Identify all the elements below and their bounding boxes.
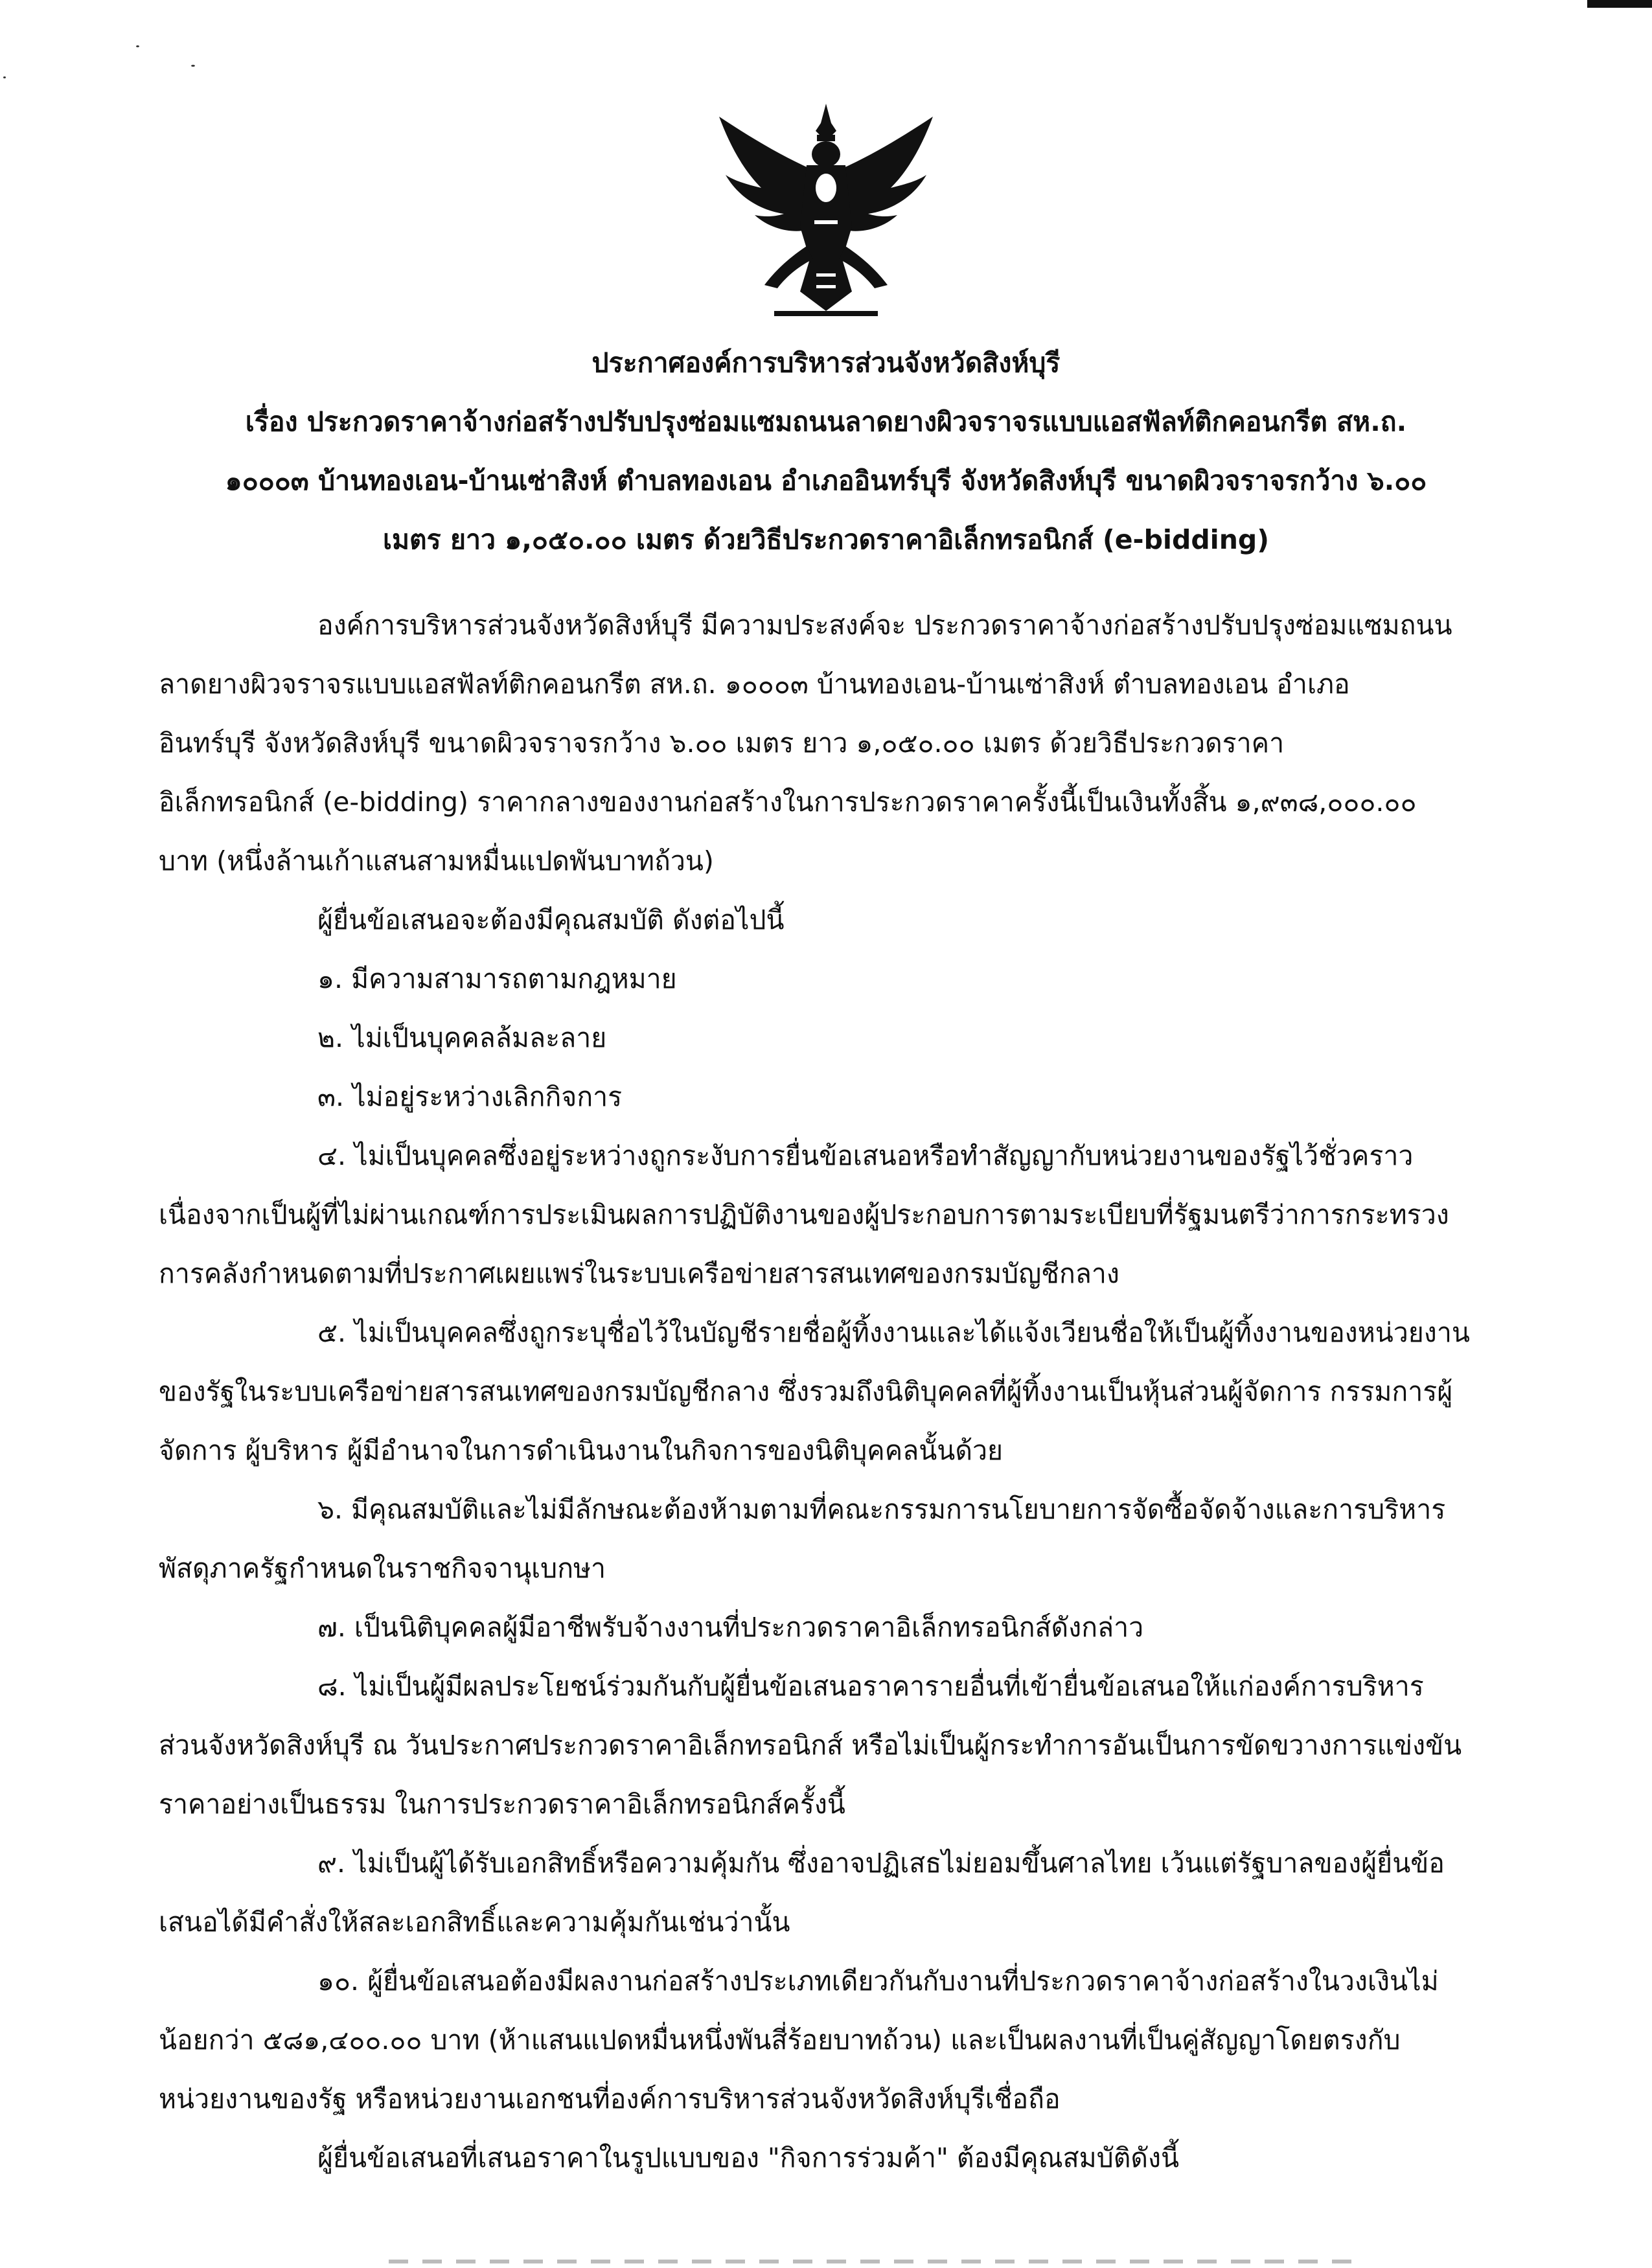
scan-bottom-artifact (389, 2260, 1360, 2263)
body-line: เสนอได้มีคำสั่งให้สละเอกสิทธิ์และความคุ้มกันเช่นว่านั้น (159, 1907, 790, 1938)
title-line: เรื่อง ประกวดราคาจ้างก่อสร้างปรับปรุงซ่อมแซมถนนลาดยางผิวจราจรแบบแอสฟัลท์ติกคอนกรีต สห.ถ. (245, 406, 1407, 437)
scan-speck (191, 65, 195, 67)
announcement-title (97, 334, 1555, 569)
body-line: ๗. เป็นนิติบุคคลผู้มีอาชีพรับจ้างงานที่ประกวดราคาอิเล็กทรอนิกส์ดังกล่าว (317, 1612, 1144, 1643)
body-line: จัดการ ผู้บริหาร ผู้มีอำนาจในการดำเนินงานในกิจการของนิติบุคคลนั้นด้วย (159, 1435, 1004, 1466)
title-line: ประกาศองค์การบริหารส่วนจังหวัดสิงห์บุรี (591, 347, 1061, 378)
body-line: ๖. มีคุณสมบัติและไม่มีลักษณะต้องห้ามตามที่คณะกรรมการนโยบายการจัดซื้อจัดจ้างและการบริหาร (317, 1494, 1446, 1525)
body-line: ๑. มีความสามารถตามกฎหมาย (317, 963, 677, 994)
scan-speck (3, 76, 6, 78)
title-line: เมตร ยาว ๑,๐๕๐.๐๐ เมตร ด้วยวิธีประกวดราคาอิเล็กทรอนิกส์ (e-bidding) (383, 524, 1269, 555)
body-line: หน่วยงานของรัฐ หรือหน่วยงานเอกชนที่องค์การบริหารส่วนจังหวัดสิงห์บุรีเชื่อถือ (159, 2083, 1061, 2114)
body-line: ๙. ไม่เป็นผู้ได้รับเอกสิทธิ์หรือความคุ้มกัน ซึ่งอาจปฏิเสธไม่ยอมขึ้นศาลไทย เว้นแต่รัฐบาลของผู้ยื่นข้อ (317, 1848, 1445, 1879)
body-line: ๑๐. ผู้ยื่นข้อเสนอต้องมีผลงานก่อสร้างประเภทเดียวกันกับงานที่ประกวดราคาจ้างก่อสร้างในวงเงินไม่ (317, 1965, 1439, 1997)
body-line: ส่วนจังหวัดสิงห์บุรี ณ วันประกาศประกวดราคาอิเล็กทรอนิกส์ หรือไม่เป็นผู้กระทำการอันเป็นการขัดขวางการแข่งขัน (159, 1730, 1462, 1761)
body-line: อิเล็กทรอนิกส์ (e-bidding) ราคากลางของงานก่อสร้างในการประกวดราคาครั้งนี้เป็นเงินทั้งสิ้น ๑,๙๓๘,๐๐๐.๐๐ (159, 786, 1417, 818)
body-line: เนื่องจากเป็นผู้ที่ไม่ผ่านเกณฑ์การประเมินผลการปฏิบัติงานของผู้ประกอบการตามระเบียบที่รัฐมนตรีว่าการกระทรวง (159, 1199, 1449, 1230)
body-line: องค์การบริหารส่วนจังหวัดสิงห์บุรี มีความประสงค์จะ ประกวดราคาจ้างก่อสร้างปรับปรุงซ่อมแซมถนน (317, 610, 1452, 641)
title-line: ๑๐๐๐๓ บ้านทองเอน-บ้านเซ่าสิงห์ ตำบลทองเอน อำเภออินทร์บุรี จังหวัดสิงห์บุรี ขนาดผิวจราจรกว้าง ๖.๐๐ (225, 465, 1427, 496)
announcement-body (159, 596, 1513, 2188)
body-line: น้อยกว่า ๕๘๑,๔๐๐.๐๐ บาท (ห้าแสนแปดหมื่นหนึ่งพันสี่ร้อยบาทถ้วน) และเป็นผลงานที่เป็นคู่สัญญาโดยตรงกับ (159, 2024, 1401, 2056)
body-line: ๕. ไม่เป็นบุคคลซึ่งถูกระบุชื่อไว้ในบัญชีรายชื่อผู้ทิ้งงานและได้แจ้งเวียนชื่อให้เป็นผู้ทิ้งงานของหน่วยงาน (317, 1317, 1470, 1348)
body-line: พัสดุภาครัฐกำหนดในราชกิจจานุเบกษา (159, 1553, 606, 1584)
body-line: ของรัฐในระบบเครือข่ายสารสนเทศของกรมบัญชีกลาง ซึ่งรวมถึงนิติบุคคลที่ผู้ทิ้งงานเป็นหุ้นส่วนผู้จัดการ กรรมการผู้ (159, 1376, 1453, 1407)
body-line: อินทร์บุรี จังหวัดสิงห์บุรี ขนาดผิวจราจรกว้าง ๖.๐๐ เมตร ยาว ๑,๐๕๐.๐๐ เมตร ด้วยวิธีประกวดราคา (159, 727, 1285, 759)
body-line: ๘. ไม่เป็นผู้มีผลประโยชน์ร่วมกันกับผู้ยื่นข้อเสนอราคารายอื่นที่เข้ายื่นข้อเสนอให้แก่องค์การบริหาร (317, 1671, 1424, 1702)
body-line: ลาดยางผิวจราจรแบบแอสฟัลท์ติกคอนกรีต สห.ถ. ๑๐๐๐๓ บ้านทองเอน-บ้านเซ่าสิงห์ ตำบลทองเอน อำเภอ (159, 669, 1350, 700)
body-line: ราคาอย่างเป็นธรรม ในการประกวดราคาอิเล็กทรอนิกส์ครั้งนี้ (159, 1789, 845, 1820)
scan-speck (136, 45, 139, 47)
scan-edge-mark (1587, 0, 1652, 8)
body-line: ๒. ไม่เป็นบุคคลล้มละลาย (317, 1022, 607, 1053)
body-line: ๓. ไม่อยู่ระหว่างเลิกกิจการ (317, 1081, 623, 1112)
body-line: ผู้ยื่นข้อเสนอจะต้องมีคุณสมบัติ ดังต่อไปนี้ (317, 904, 785, 935)
garuda-emblem-icon (703, 97, 949, 321)
body-line: ผู้ยื่นข้อเสนอที่เสนอราคาในรูปแบบของ "กิจการร่วมค้า" ต้องมีคุณสมบัติดังนี้ (317, 2142, 1180, 2173)
body-line: บาท (หนึ่งล้านเก้าแสนสามหมื่นแปดพันบาทถ้วน) (159, 845, 714, 876)
body-line: การคลังกำหนดตามที่ประกาศเผยแพร่ในระบบเครือข่ายสารสนเทศของกรมบัญชีกลาง (159, 1258, 1119, 1289)
body-line: ๔. ไม่เป็นบุคคลซึ่งอยู่ระหว่างถูกระงับการยื่นข้อเสนอหรือทำสัญญากับหน่วยงานของรัฐไว้ชั่วคราว (317, 1140, 1414, 1171)
